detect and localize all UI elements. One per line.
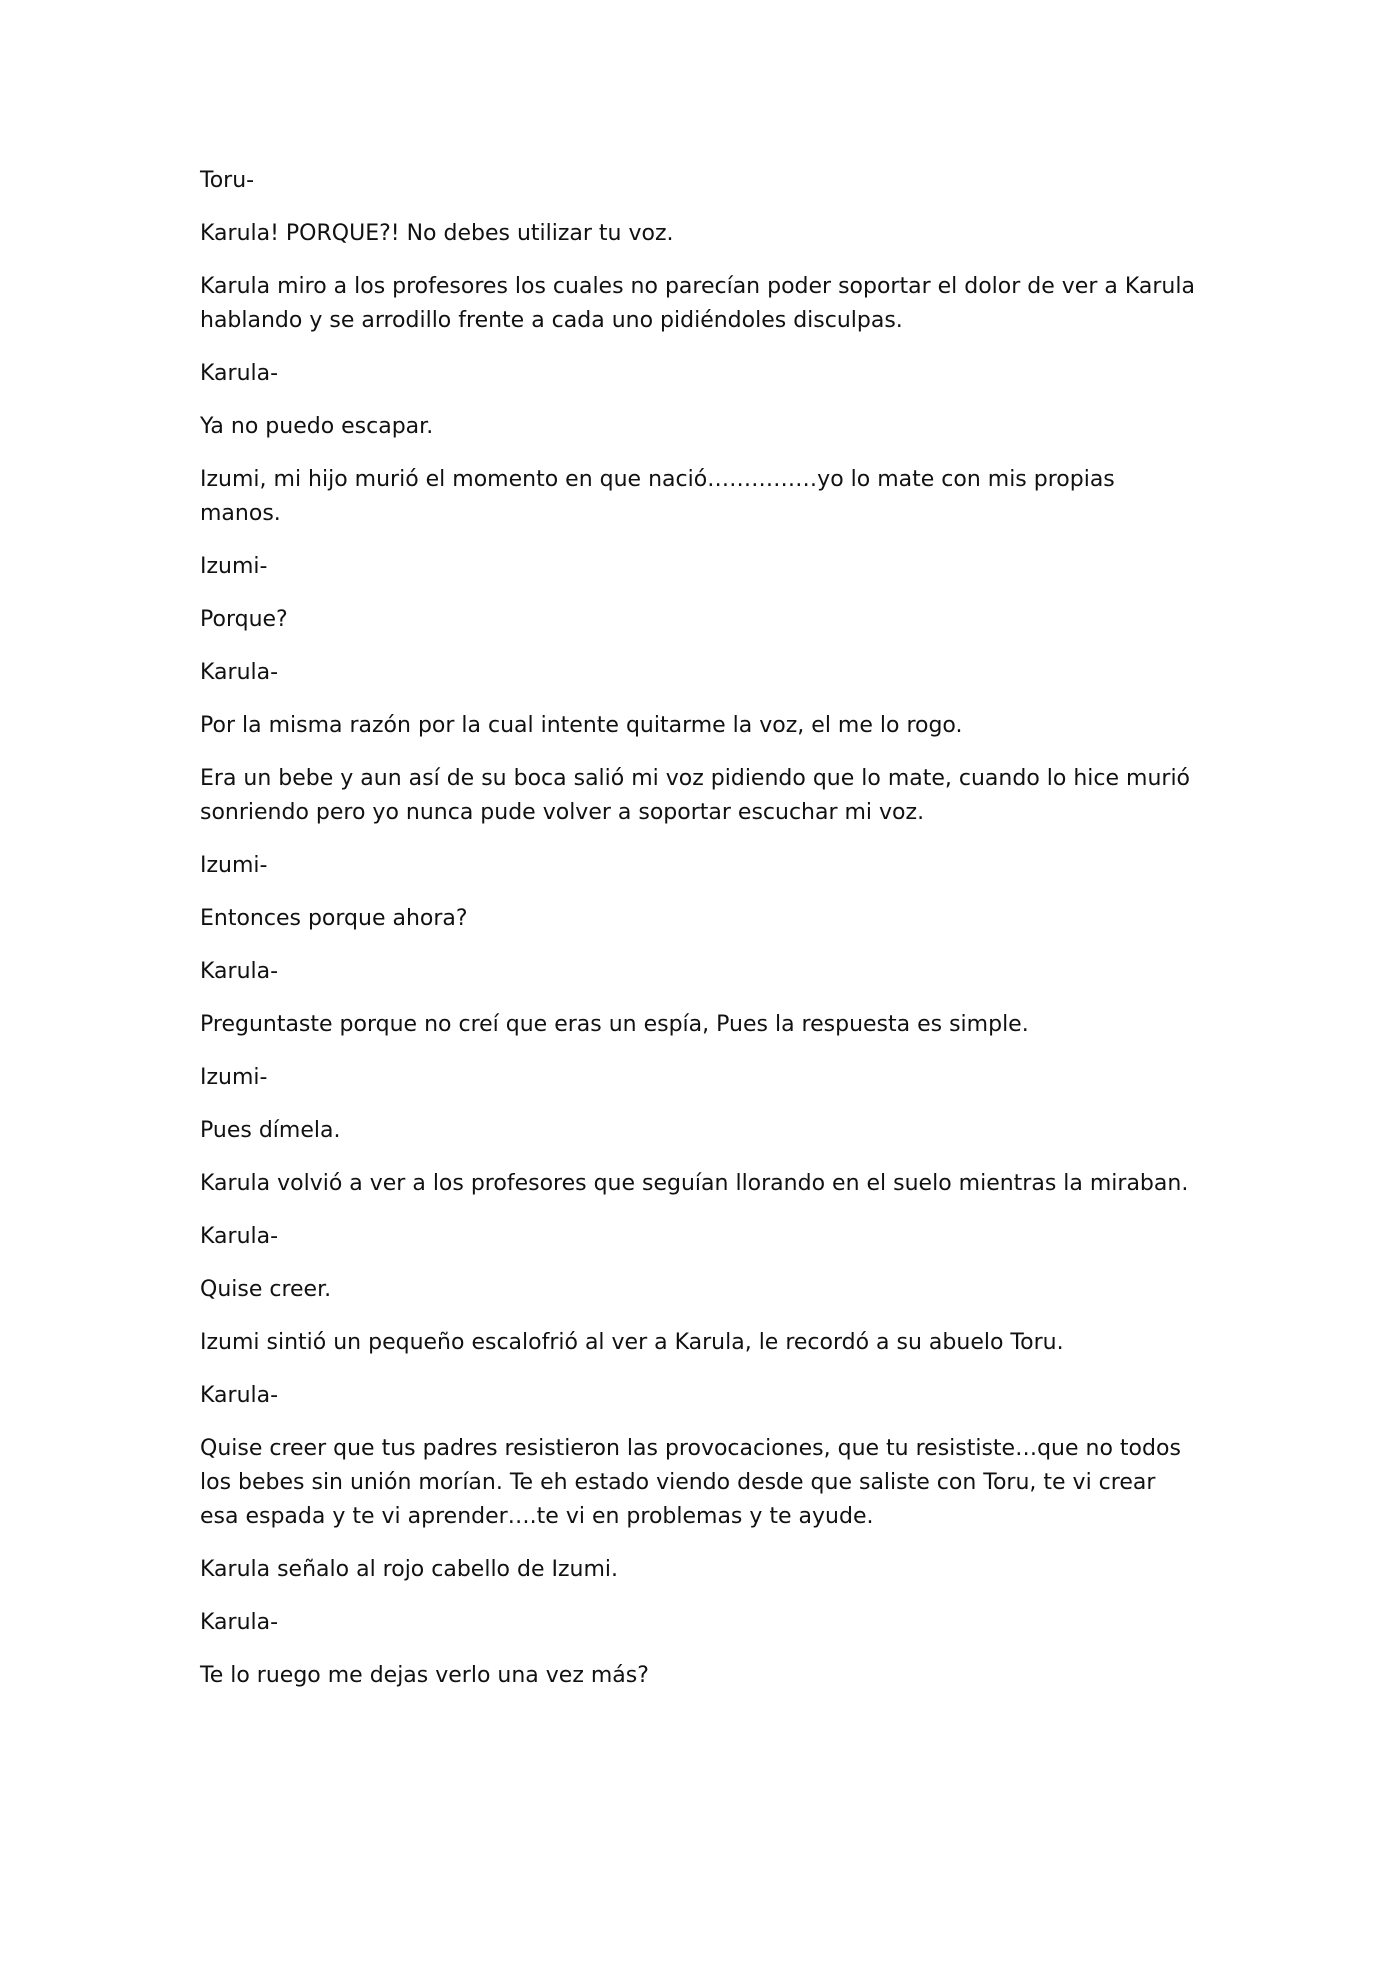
paragraph: Era un bebe y aun así de su boca salió mi voz pidiendo que lo mate, cuando lo hice murió sonriendo pero yo nunca pude volver a soportar escuchar mi voz. [200, 766, 1191, 825]
paragraph: Porque? [200, 607, 288, 632]
paragraph: Karula- [200, 660, 279, 685]
paragraph: Izumi sintió un pequeño escalofrió al ver a Karula, le recordó a su abuelo Toru. [200, 1330, 1064, 1355]
paragraph: Ya no puedo escapar. [200, 414, 434, 439]
paragraph: Preguntaste porque no creí que eras un espía, Pues la respuesta es simple. [200, 1012, 1029, 1037]
paragraph: Karula- [200, 959, 279, 984]
paragraph: Karula- [200, 361, 279, 386]
paragraph: Entonces porque ahora? [200, 906, 468, 931]
paragraph: Karula! PORQUE?! No debes utilizar tu voz. [200, 221, 674, 246]
paragraph: Karula- [200, 1610, 279, 1635]
paragraph: Izumi- [200, 554, 268, 579]
paragraph: Por la misma razón por la cual intente quitarme la voz, el me lo rogo. [200, 713, 963, 738]
paragraph: Karula- [200, 1383, 279, 1408]
paragraph: Quise creer que tus padres resistieron las provocaciones, que tu resististe…que no todos los bebes sin unión morían. Te eh estado viendo desde que saliste con Toru, te vi crear esa espada y te vi aprender….te vi en problemas y te ayude. [200, 1436, 1181, 1529]
paragraph: Karula miro a los profesores los cuales no parecían poder soportar el dolor de ver a Karula hablando y se arrodillo frente a cada uno pidiéndoles disculpas. [200, 274, 1195, 333]
paragraph: Izumi- [200, 1065, 268, 1090]
paragraph: Toru- [200, 168, 255, 193]
paragraph: Karula- [200, 1224, 279, 1249]
paragraph: Quise creer. [200, 1277, 332, 1302]
paragraph: Izumi, mi hijo murió el momento en que nació……………yo lo mate con mis propias manos. [200, 467, 1115, 526]
document-body [200, 164, 1200, 1712]
paragraph: Pues dímela. [200, 1118, 341, 1143]
paragraph: Te lo ruego me dejas verlo una vez más? [200, 1663, 649, 1688]
paragraph: Karula señalo al rojo cabello de Izumi. [200, 1557, 619, 1582]
paragraph: Izumi- [200, 853, 268, 878]
paragraph: Karula volvió a ver a los profesores que seguían llorando en el suelo mientras la miraban. [200, 1171, 1189, 1196]
